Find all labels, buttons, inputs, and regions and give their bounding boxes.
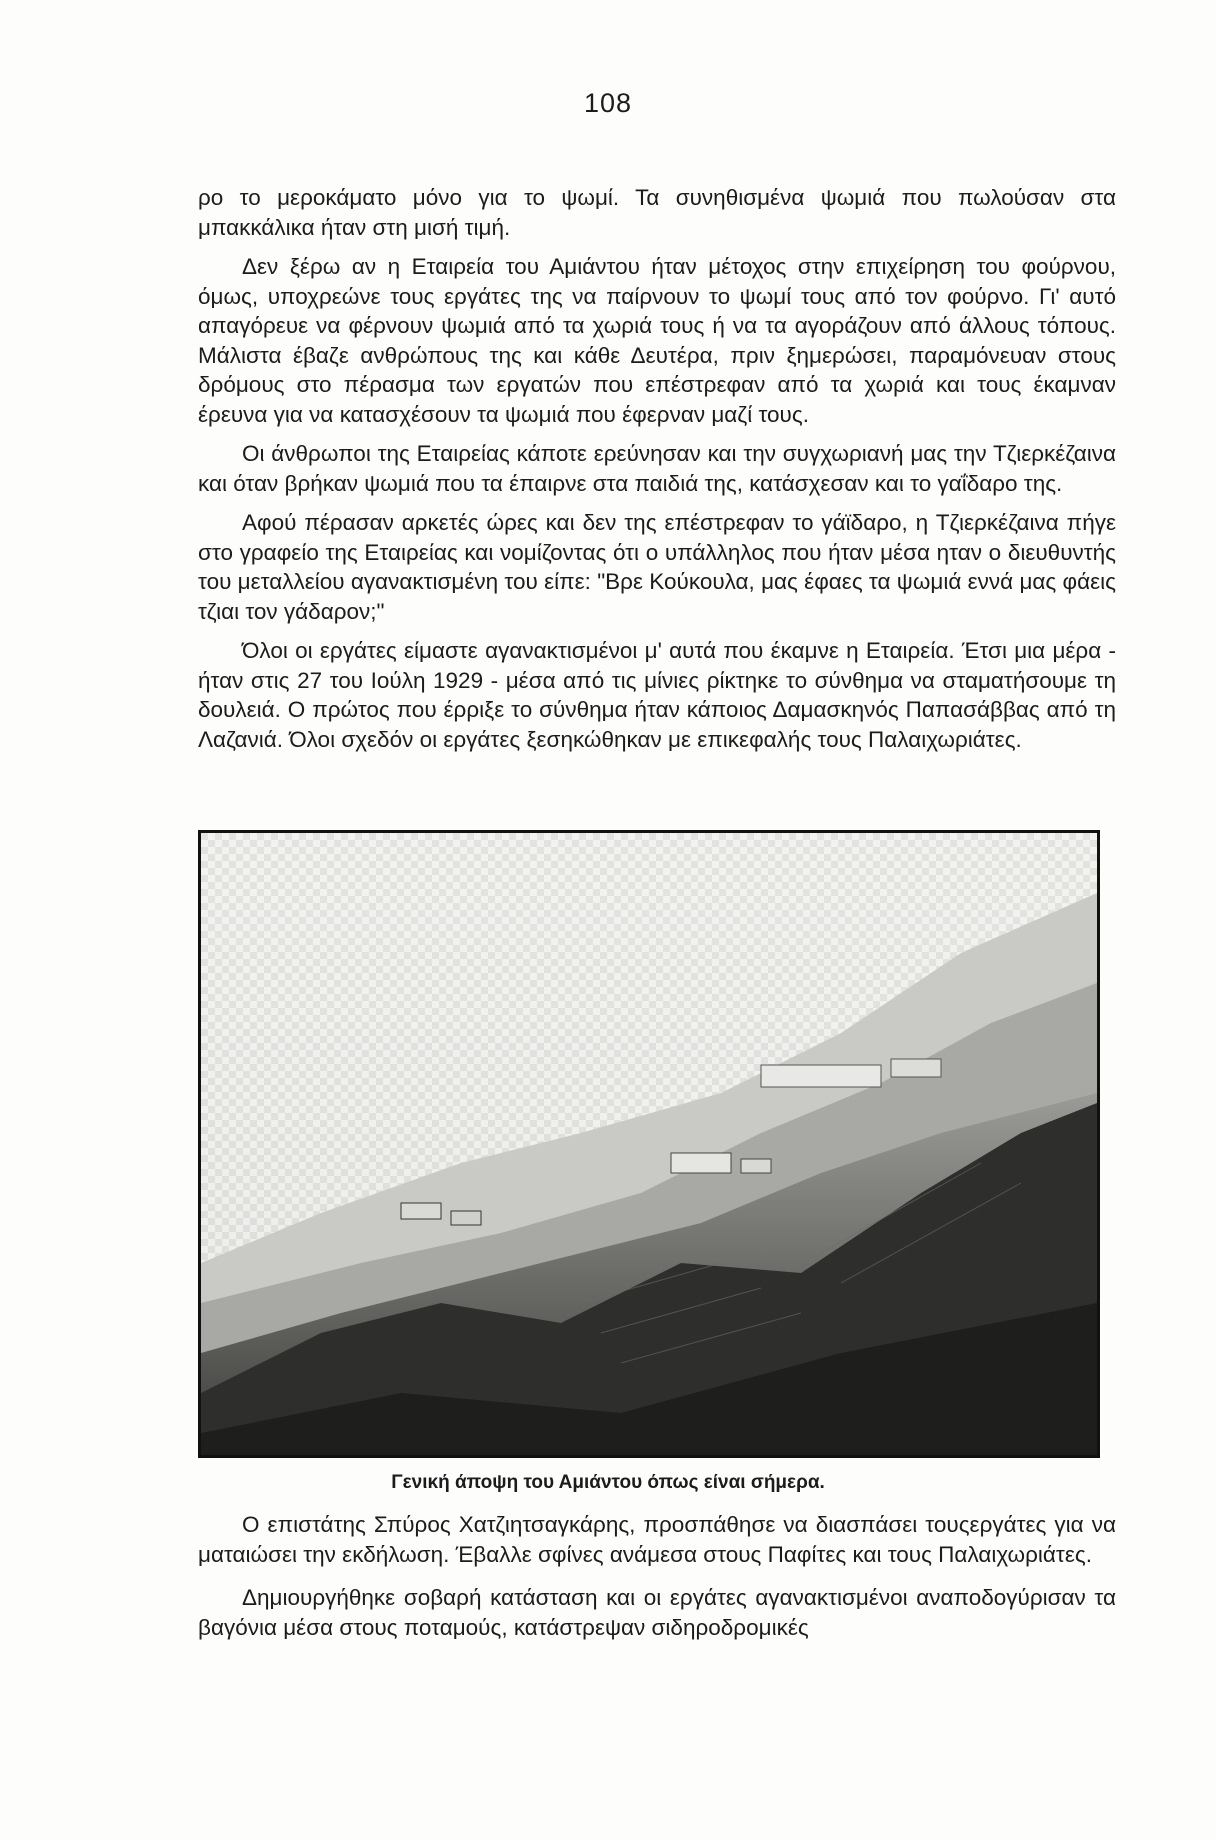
paragraph-1: ρο το μεροκάματο μόνο για το ψωμί. Τα συνηθισμένα ψωμιά που πωλούσαν στα μπακκάλικα ήταν στη μισή τιμή. xyxy=(198,185,1116,240)
text-block-top xyxy=(198,183,1116,764)
photo-caption: Γενική άποψη του Αμιάντου όπως είναι σήμερα. xyxy=(391,1472,825,1493)
page-number: 108 xyxy=(583,88,633,118)
paragraph-4: Αφού πέρασαν αρκετές ώρες και δεν της επέστρεφαν το γάϊδαρο, η Τζιερκέζαινα πήγε στο γραφείο της Εταιρείας και νομίζοντας ότι ο υπάλληλος που ήταν μέσα ηταν ο διευθυντής του μεταλλείου αγανακτισμένη του είπε: "Βρε Κούκουλα, μας έφαες τα ψωμιά εννά μας φάεις τζιαι τον γάδαρον;" xyxy=(198,510,1116,624)
paragraph-2: Δεν ξέρω αν η Εταιρεία του Αμιάντου ήταν μέτοχος στην επιχείρηση του φούρνου, όμως, υποχρεώνε τους εργάτες της να παίρνουν το ψωμί τους από τον φούρνο. Γι' αυτό απαγόρευε να φέρνουν ψωμιά από τα χωριά τους ή να τα αγοράζουν από άλλους τόπους. Μάλιστα έβαζε ανθρώπους της και κάθε Δευτέρα, πριν ξημερώσει, παραμόνευαν στους δρόμους στο πέρασμα των εργατών που επέστρεφαν από τα χωριά και τους έκαμναν έρευνα για να κατασχέσουν τα ψωμιά που έφερναν μαζί τους. xyxy=(198,254,1116,427)
landscape-photo-illustration xyxy=(201,833,1097,1455)
paragraph-6: Ο επιστάτης Σπύρος Χατζιητσαγκάρης, προσπάθησε να διασπάσει τουςεργάτες για να ματαιώσει την εκδήλωση. Έβαλλε σφίνες ανάμεσα στους Παφίτες και τους Παλαιχωριάτες. xyxy=(198,1512,1116,1567)
landscape-photo xyxy=(198,830,1100,1458)
paragraph-7: Δημιουργήθηκε σοβαρή κατάσταση και οι εργάτες αγανακτισμένοι αναποδογύρισαν τα βαγόνια μέσα στους ποταμούς, κατάστρεψαν σιδηροδρομικές xyxy=(198,1585,1116,1640)
paragraph-5: Όλοι οι εργάτες είμαστε αγανακτισμένοι μ' αυτά που έκαμνε η Εταιρεία. Έτσι μια μέρα - ήταν στις 27 του Ιούλη 1929 - μέσα από τις μίνιες ρίκτηκε το σύνθημα να σταματήσουμε τη δουλειά. Ο πρώτος που έρριξε το σύνθημα ήταν κάποιος Δαμασκηνός Παπασάββας από τη Λαζανιά. Όλοι σχεδόν οι εργάτες ξεσηκώθηκαν με επικεφαλής τους Παλαιχωριάτες. xyxy=(198,638,1116,752)
paragraph-3: Οι άνθρωποι της Εταιρείας κάποτε ερεύνησαν και την συγχωριανή μας την Τζιερκέζαινα και όταν βρήκαν ψωμιά που τα έπαιρνε στα παιδιά της, κατάσχεσαν και το γαΐδαρο της. xyxy=(198,441,1116,496)
text-block-bottom xyxy=(198,1510,1116,1652)
